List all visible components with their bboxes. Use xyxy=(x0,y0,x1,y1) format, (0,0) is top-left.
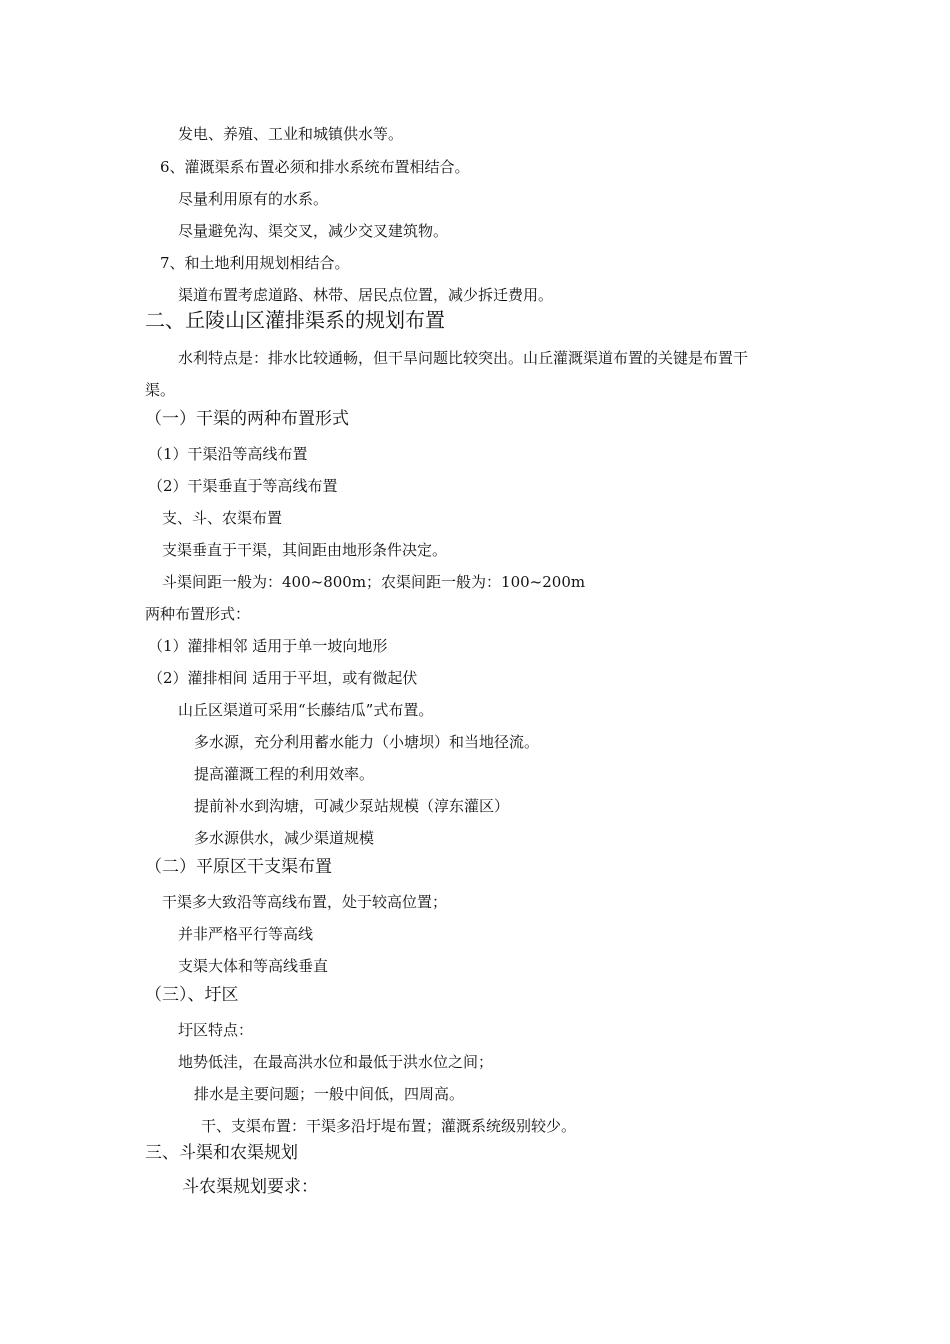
text-line: 并非严格平行等高线 xyxy=(178,925,314,943)
text-line: 支、斗、农渠布置 xyxy=(162,509,283,527)
text-line: 干渠多大致沿等高线布置，处于较高位置； xyxy=(162,893,448,911)
text-line: 地势低洼，在最高洪水位和最低于洪水位之间； xyxy=(178,1053,494,1071)
text-line: 7、和土地利用规划相结合。 xyxy=(160,254,350,272)
text-line: 斗渠间距一般为：400~800m；农渠间距一般为：100~200m xyxy=(162,573,586,591)
section-heading: 二、丘陵山区灌排渠系的规划布置 xyxy=(145,308,445,332)
text-line: （1）干渠沿等高线布置 xyxy=(148,445,308,463)
text-line: 干、支渠布置：干渠多沿圩堤布置；灌溉系统级别较少。 xyxy=(201,1117,577,1135)
text-line: 提高灌溉工程的利用效率。 xyxy=(194,765,375,783)
text-line: 发电、养殖、工业和城镇供水等。 xyxy=(178,125,404,143)
text-line: 斗农渠规划要求： xyxy=(182,1177,318,1197)
subsection-heading: （三）、圩区 xyxy=(145,985,239,1005)
text-line: （2）干渠垂直于等高线布置 xyxy=(148,477,338,495)
subsection-heading: （二）平原区干支渠布置 xyxy=(145,857,332,877)
text-line: 渠道布置考虑道路、林带、居民点位置，减少拆迁费用。 xyxy=(178,286,554,304)
text-line: 两种布置形式： xyxy=(145,605,251,623)
section-heading: 三、斗渠和农渠规划 xyxy=(145,1143,298,1163)
text-line: 支渠大体和等高线垂直 xyxy=(178,957,329,975)
text-line: 多水源，充分利用蓄水能力（小塘坝）和当地径流。 xyxy=(194,733,540,751)
text-line: 6、灌溉渠系布置必须和排水系统布置相结合。 xyxy=(160,158,470,176)
text-line: 尽量利用原有的水系。 xyxy=(178,190,329,208)
text-line: 圩区特点： xyxy=(178,1021,254,1039)
text-line: （2）灌排相间 适用于平坦，或有微起伏 xyxy=(148,669,418,687)
text-line: 水利特点是：排水比较通畅，但干旱问题比较突出。山丘灌溉渠道布置的关键是布置干 xyxy=(178,349,749,367)
text-line: 多水源供水，减少渠道规模 xyxy=(194,829,375,847)
subsection-heading: （一）干渠的两种布置形式 xyxy=(145,409,349,429)
text-line: 提前补水到沟塘，可减少泵站规模（淳东灌区） xyxy=(194,797,510,815)
text-line: （1）灌排相邻 适用于单一坡向地形 xyxy=(148,637,388,655)
text-line: 山丘区渠道可采用“长藤结瓜”式布置。 xyxy=(178,701,434,719)
text-line: 尽量避免沟、渠交叉，减少交叉建筑物。 xyxy=(178,222,449,240)
text-line: 支渠垂直于干渠，其间距由地形条件决定。 xyxy=(162,541,448,559)
text-line: 渠。 xyxy=(145,381,176,399)
text-line: 排水是主要问题；一般中间低，四周高。 xyxy=(194,1085,465,1103)
